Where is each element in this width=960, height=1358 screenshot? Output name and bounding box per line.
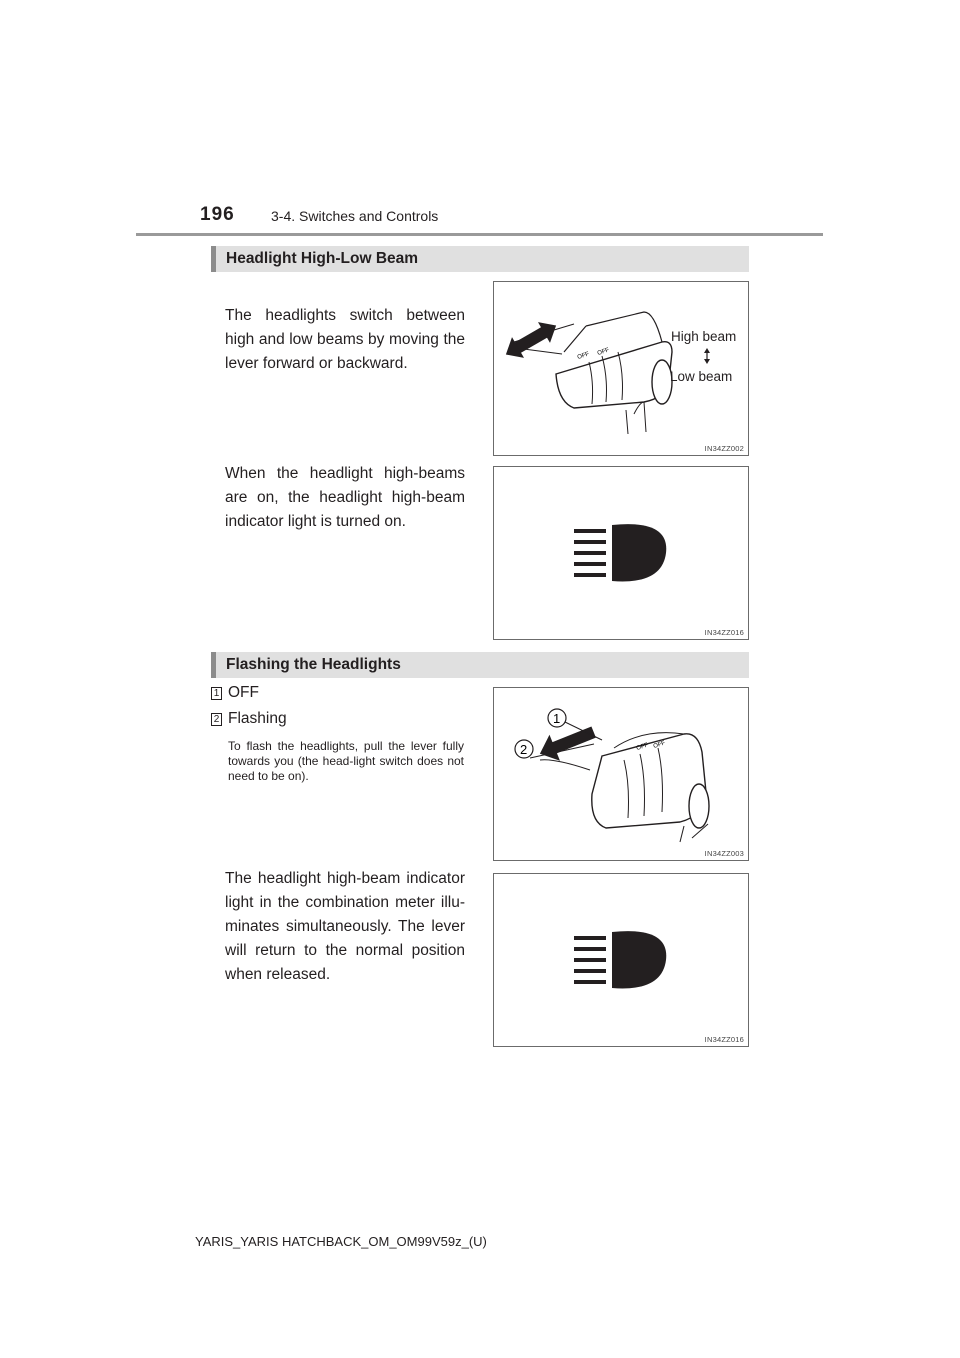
high-beam-indicator-icon	[494, 467, 748, 639]
callout-1: 1	[553, 711, 561, 726]
figure-lever-high-low	[493, 281, 749, 456]
lever-label-off-2: OFF	[652, 740, 667, 750]
callout-2: 2	[520, 742, 528, 757]
figure-id: IN34ZZ016	[704, 628, 744, 637]
high-beam-indicator-icon	[494, 874, 748, 1046]
label-high-beam: High beam	[671, 329, 737, 344]
heading-flashing-headlights: Flashing the Headlights	[211, 652, 749, 678]
lever-label-off-1: OFF	[576, 351, 591, 361]
label-low-beam: Low beam	[670, 369, 733, 384]
figure-lever-flashing	[493, 687, 749, 861]
paragraph-high-beam-indicator: When the headlight high-beams are on, the headlight high-beam indicator light is turned on.	[225, 465, 465, 530]
item-number-2: 2	[211, 713, 222, 726]
lever-illustration	[494, 282, 748, 455]
lever-label-off-1: OFF	[635, 742, 650, 752]
paragraph-high-low-intro: The headlights switch between high and low beams by moving the lever forward or backward.	[225, 307, 465, 372]
lever-pull-illustration	[494, 688, 748, 860]
figure-id: IN34ZZ003	[704, 849, 744, 858]
item-label-flashing: Flashing	[228, 710, 287, 727]
heading-high-low-beam: Headlight High-Low Beam	[211, 246, 749, 272]
lever-label-off-2: OFF	[596, 347, 611, 357]
figure-high-beam-indicator-2	[493, 873, 749, 1047]
figure-id: IN34ZZ002	[704, 444, 744, 453]
figure-high-beam-indicator	[493, 466, 749, 640]
item-number-1: 1	[211, 687, 222, 700]
footer-doc-id: YARIS_YARIS HATCHBACK_OM_OM99V59z_(U)	[195, 1234, 487, 1249]
flash-note: To flash the headlights, pull the lever fully towards you (the head-light switch does not need to be on).	[228, 739, 464, 783]
paragraph-flashing-indicator: The headlight high-beam indicator light in the combination meter illu-minates simultaneously. The lever will return to the normal position when released.	[225, 870, 465, 983]
section-title: 3-4. Switches and Controls	[271, 208, 439, 224]
header-rule	[136, 233, 823, 236]
figure-id: IN34ZZ016	[704, 1035, 744, 1044]
page-number: 196	[200, 204, 235, 225]
item-label-off: OFF	[228, 684, 259, 701]
